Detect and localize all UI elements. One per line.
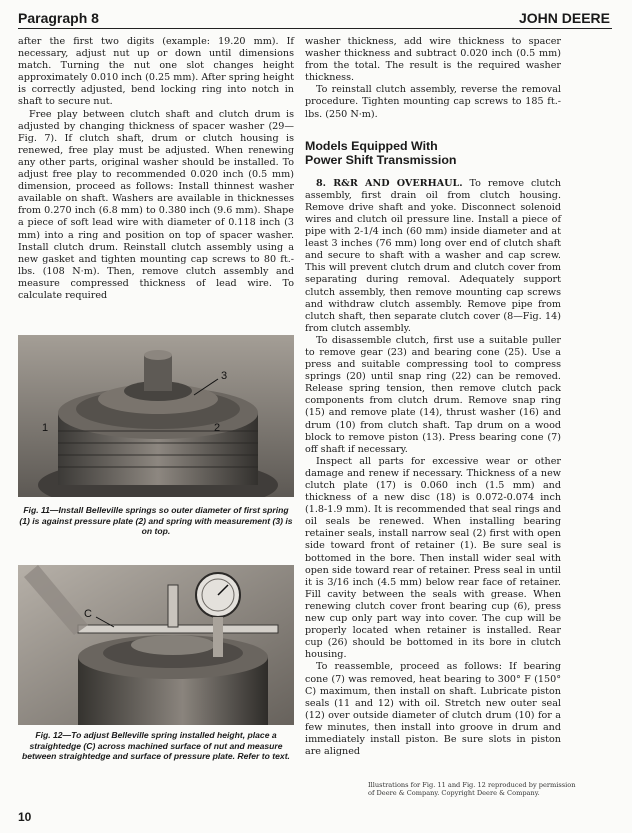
- figure-label-1: 1: [42, 422, 49, 434]
- runin-text: To remove clutch assembly, first drain oil from clutch housing. Remove drive shaft and yoke. Disconnect solenoid wires and clutch oil pressure line. Install a piece of pipe with 2-1/4 inch (60 mm) inside diameter and at least 3 inches (76 mm) long over end of clutch shaft and secure to shaft with a washer and cap screw. This will prevent clutch drum and clutch cover from separating during removal. Adequately support clutch assembly, then remove mounting cap screws and withdraw clutch assembly. Remove pipe from clutch shaft, then separate clutch cover (8—Fig. 14) from clutch assembly.: [305, 177, 561, 334]
- body-paragraph: after the first two digits (example: 19.20 mm). If necessary, adjust nut up or down until dimensions match. Turning the nut one slot changes height approximately 0.010 inch (0.25 mm). After spring height is correctly adjusted, bend locking ring into notch in shaft to secure nut.: [18, 36, 294, 108]
- body-paragraph: [305, 178, 561, 335]
- body-paragraph: To disassemble clutch, first use a suitable puller to remove gear (23) and bearing cone (25). Use a press and suitable compressing tool to compress springs (20) until snap ring (22) can be removed. Release spring tension, then remove clutch pack components from clutch drum. Remove snap ring (15) and remove plate (14), thrust washer (16) and drum (10) from clutch shaft. Tap drum on a wood block to remove piston (13). Press bearing cone (7) off shaft if necessary.: [305, 334, 561, 455]
- figure-label-c: C: [84, 608, 92, 620]
- straightedge-measurement-photo: [18, 565, 294, 725]
- right-column: [305, 36, 561, 758]
- left-column: [18, 36, 294, 302]
- body-paragraph: washer thickness, add wire thickness to spacer washer thickness and subtract 0.020 inch (0.5 mm) from the total. The result is the required washer thickness.: [305, 36, 561, 84]
- body-paragraph: To reassemble, proceed as follows: If bearing cone (7) was removed, heat bearing to 300° F (150° C) maximum, then install on shaft. Lubricate piston seals (11 and 12) with oil. Stretch new outer seal (12) over outside diameter of clutch drum (10) for a few minutes, then install into groove in drum and immediately install piston. Be sure slots in piston are aligned: [305, 661, 561, 758]
- section-title-line: Power Shift Transmission: [305, 152, 457, 167]
- figure-12-caption: Fig. 12—To adjust Belleville spring installed height, place a straightedge (C) across machined surface of nut and measure between straightedge and surface of pressure plate. Refer to text.: [22, 730, 290, 762]
- page-number: 10: [18, 810, 32, 824]
- clutch-assembly-photo: [18, 335, 294, 497]
- section-header: Paragraph 8: [18, 10, 99, 26]
- body-paragraph: Free play between clutch shaft and clutch drum is adjusted by changing thickness of spacer washer (29—Fig. 7). If clutch shaft, drum or clutch housing is renewed, free play must be adjusted. When renewing any other parts, original washer should be installed. To adjust free play to recommended 0.020 inch (0.5 mm) dimension, proceed as follows: Install thinnest washer available on shaft. Washers are available in thicknesses from 0.270 inch (6.8 mm) to 0.380 inch (9.6 mm). Shape a piece of soft lead wire with diameter of 0.118 inch (3 mm) into a ring and position on top of spacer washer. Install clutch drum. Reinstall clutch assembly using a new gasket and tighten mounting cap screws to 80 ft.-lbs. (108 N·m). Then, remove clutch assembly and measure compressed thickness of lead wire. To calculate required: [18, 108, 294, 301]
- figure-label-3: 3: [221, 370, 228, 382]
- body-paragraph: To reinstall clutch assembly, reverse the removal procedure. Tighten mounting cap screws to 185 ft.-lbs. (250 N·m).: [305, 84, 561, 120]
- figure-12-photo: [18, 565, 294, 725]
- section-title: [305, 139, 561, 167]
- runin-heading: 8. R&R AND OVERHAUL.: [316, 177, 463, 189]
- brand-header: JOHN DEERE: [518, 10, 610, 26]
- illustration-credit: Illustrations for Fig. 11 and Fig. 12 reproduced by permission of Deere & Company. Copyright Deere & Company.: [368, 781, 576, 797]
- header-rule: [18, 28, 612, 29]
- figure-label-2: 2: [214, 422, 221, 434]
- figure-11-caption: Fig. 11—Install Belleville springs so outer diameter of first spring (1) is against pressure plate (2) and spring with measurement (3) is on top.: [19, 505, 293, 537]
- section-title-line: Models Equipped With: [305, 138, 438, 153]
- figure-11-photo: [18, 335, 294, 497]
- body-paragraph: Inspect all parts for excessive wear or other damage and renew if necessary. Thickness of a new clutch plate (17) is 0.060 inch (1.5 mm) and thickness of a new disc (18) is 0.072-0.074 inch (1.8-1.9 mm). It is recommended that seal rings and oil seals be renewed. When installing bearing retainer seals, install narrow seal (2) first with open side toward front of retainer (1). Be sure seal is bottomed in the bore. Then install wider seal with open side toward rear of retainer. Press seal in until it is 3/16 inch (4.5 mm) below rear face of retainer. Fill cavity between the seals with grease. When renewing clutch cover front bearing cup (6), press new cup only part way into cover. The cup will be properly located when retainer is installed. Rear cup (26) should be bottomed in its bore in clutch housing.: [305, 455, 561, 661]
